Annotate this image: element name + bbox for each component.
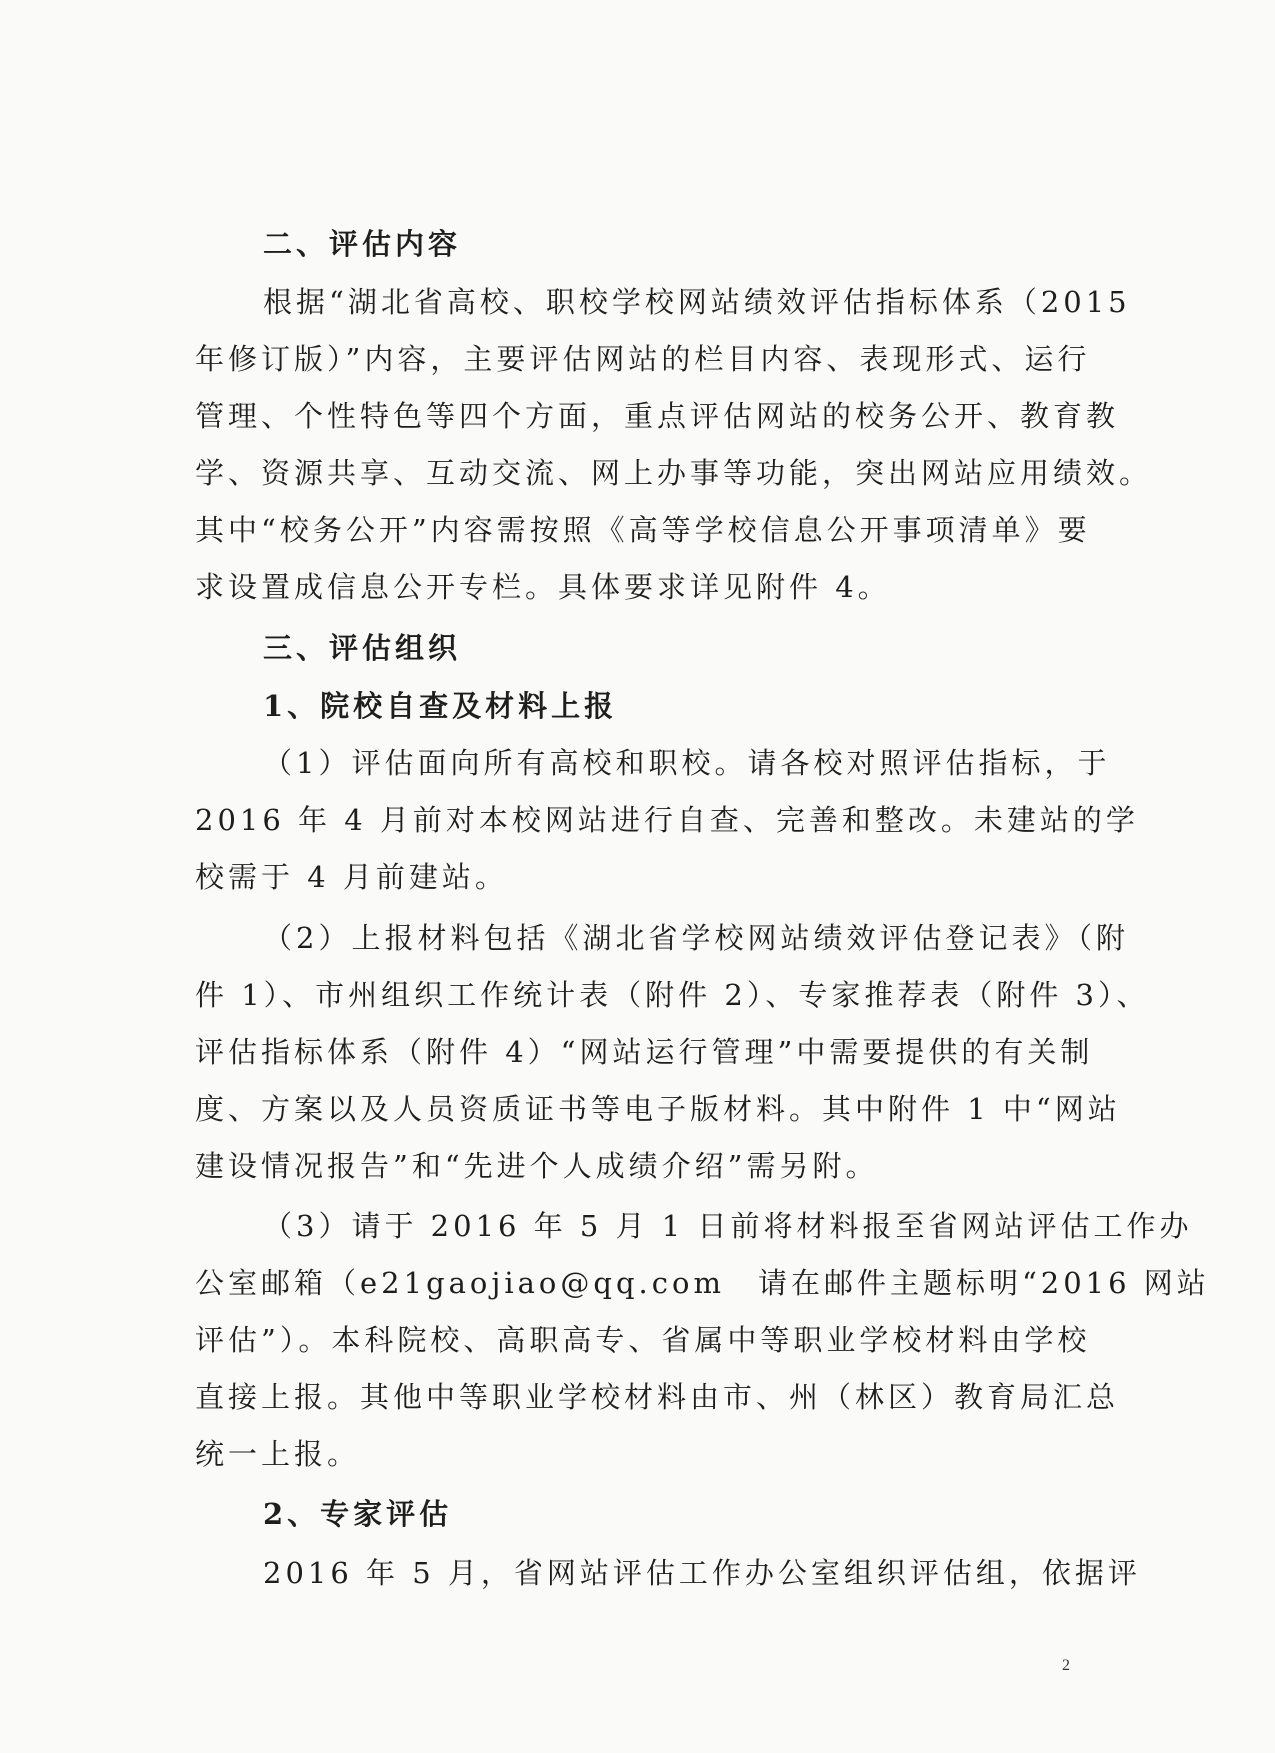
- paragraph-line: 管理、个性特色等四个方面，重点评估网站的校务公开、教育教: [195, 399, 1120, 433]
- paragraph-line: 评估”）。本科院校、高职高专、省属中等职业学校材料由学校: [195, 1323, 1091, 1357]
- paragraph-line: （3）请于 2016 年 5 月 1 日前将材料报至省网站评估工作办: [263, 1209, 1193, 1243]
- subsection-heading-expert: 2、专家评估: [263, 1497, 453, 1531]
- paragraph-line: 2016 年 5 月，省网站评估工作办公室组织评估组，依据评: [263, 1556, 1141, 1590]
- paragraph-line: 直接上报。其他中等职业学校材料由市、州（林区）教育局汇总: [195, 1380, 1120, 1414]
- paragraph-line: 学、资源共享、互动交流、网上办事等功能，突出网站应用绩效。: [195, 456, 1153, 490]
- subsection-heading-self-check: 1、院校自查及材料上报: [263, 689, 618, 723]
- paragraph-line: 根据“湖北省高校、职校学校网站绩效评估指标体系（2015: [263, 285, 1131, 319]
- paragraph-line: 求设置成信息公开专栏。具体要求详见附件 4。: [195, 570, 891, 604]
- page-number: 2: [1062, 1657, 1070, 1674]
- paragraph-line: （2）上报材料包括《湖北省学校网站绩效评估登记表》（附: [263, 921, 1129, 955]
- paragraph-line: 件 1）、市州组织工作统计表（附件 2）、专家推荐表（附件 3）、: [195, 978, 1150, 1012]
- section-heading-organization: 三、评估组织: [263, 631, 462, 665]
- paragraph-line: 建设情况报告”和“先进个人成绩介绍”需另附。: [195, 1149, 879, 1183]
- paragraph-line: 校需于 4 月前建站。: [195, 860, 508, 894]
- section-heading-content: 二、评估内容: [263, 227, 462, 261]
- paragraph-line: 年修订版）”内容，主要评估网站的栏目内容、表现形式、运行: [195, 342, 1091, 376]
- paragraph-line: 度、方案以及人员资质证书等电子版材料。其中附件 1 中“网站: [195, 1092, 1121, 1126]
- paragraph-line: 2016 年 4 月前对本校网站进行自查、完善和整改。未建站的学: [195, 803, 1139, 837]
- paragraph-line: 公室邮箱（e21gaojiao@qq.com 请在邮件主题标明“2016 网站: [195, 1266, 1210, 1300]
- paragraph-line: 统一上报。: [195, 1437, 361, 1471]
- paragraph-line: 评估指标体系（附件 4）“网站运行管理”中需要提供的有关制: [195, 1035, 1094, 1069]
- paragraph-line: （1）评估面向所有高校和职校。请各校对照评估指标，于: [263, 746, 1111, 780]
- paragraph-line: 其中“校务公开”内容需按照《高等学校信息公开事项清单》要: [195, 513, 1091, 547]
